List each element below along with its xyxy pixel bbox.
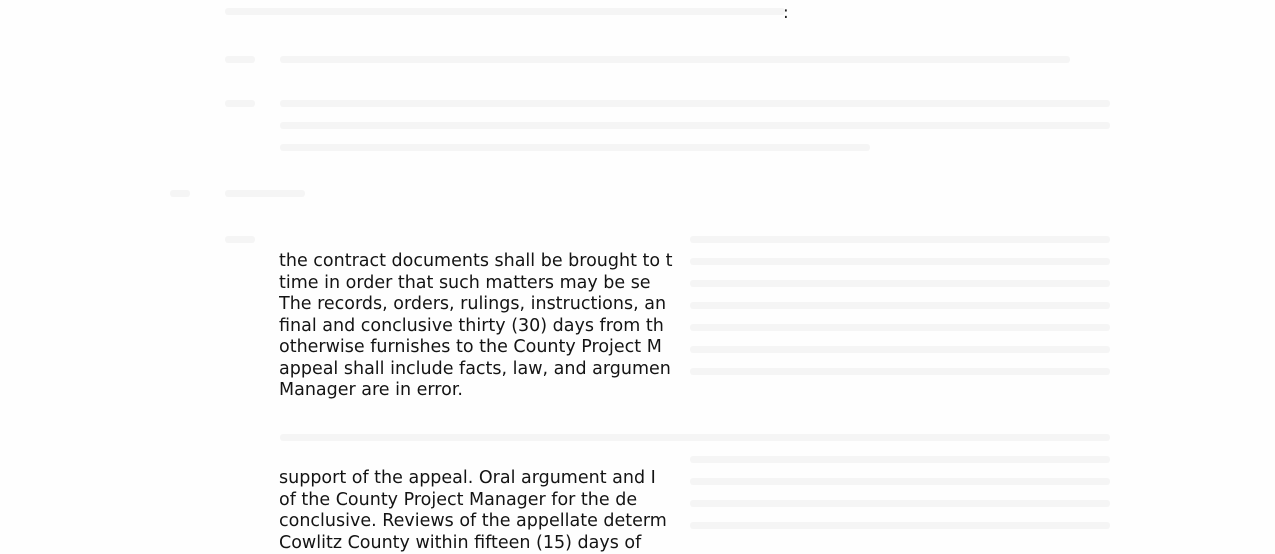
text-line: Cowlitz County within fifteen (15) days of [279, 533, 679, 554]
text-line: Manager are in error. [279, 380, 679, 402]
text-line: support of the appeal. Oral argument and I [279, 468, 679, 490]
text-line: final and conclusive thirty (30) days from th [279, 316, 679, 338]
document-paragraph-2 [279, 468, 679, 554]
text-line: the contract documents shall be brought to t [279, 251, 679, 273]
text-line: appeal shall include facts, law, and argumen [279, 359, 679, 381]
text-line: The records, orders, rulings, instructions, an [279, 294, 679, 316]
text-line: time in order that such matters may be se [279, 273, 679, 295]
text-line: otherwise furnishes to the County Project M [279, 337, 679, 359]
text-line: conclusive. Reviews of the appellate determ [279, 511, 679, 533]
text-line: of the County Project Manager for the de [279, 490, 679, 512]
document-paragraph-1 [279, 251, 679, 402]
header-colon: : [783, 3, 789, 23]
